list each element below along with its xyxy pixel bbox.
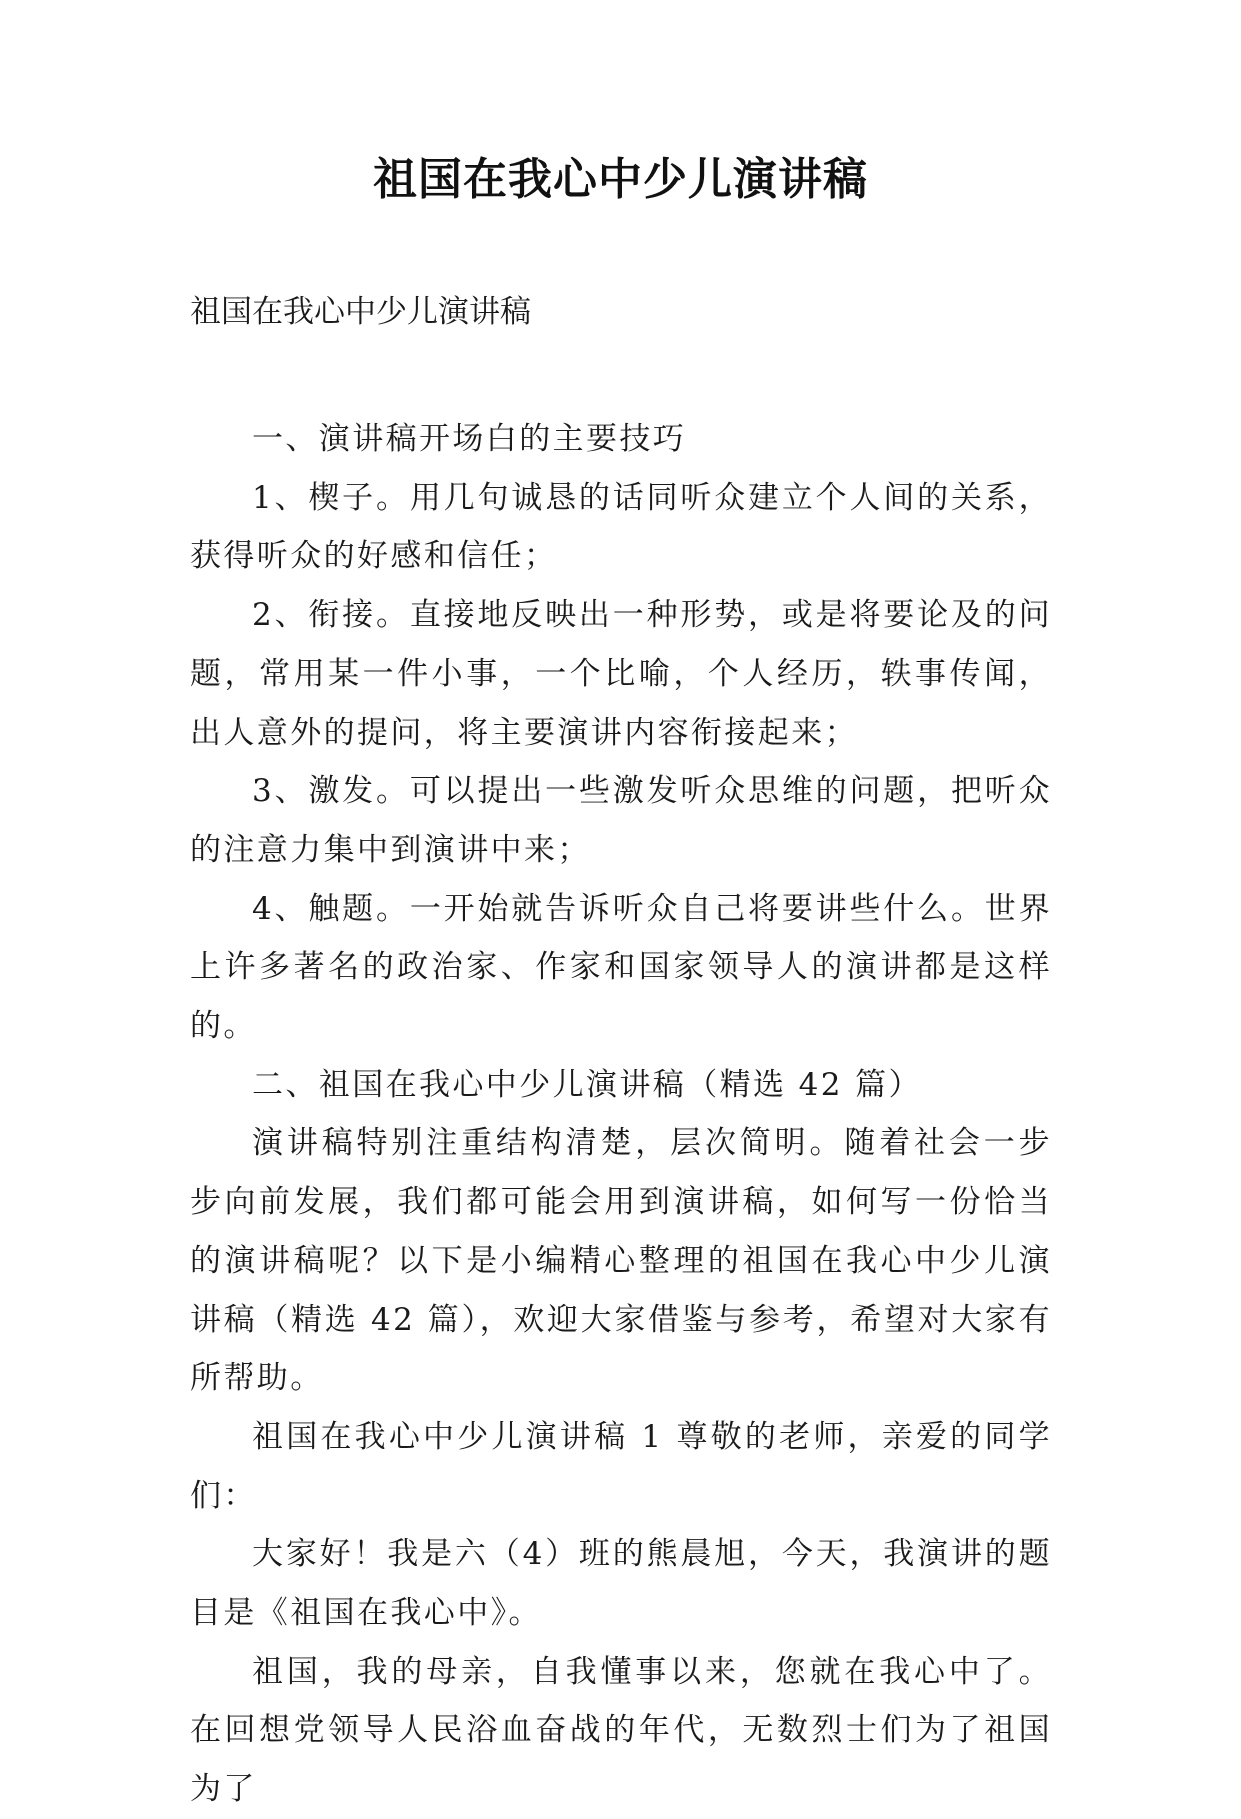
paragraph-intro: 演讲稿特别注重结构清楚，层次简明。随着社会一步步向前发展，我们都可能会用到演讲稿，如何写一份恰当的演讲稿呢？以下是小编精心整理的祖国在我心中少儿演讲稿（精选 42 篇），欢迎大家借鉴与参考，希望对大家有所帮助。	[190, 1125, 1052, 1397]
paragraph-technique-1: 1、楔子。用几句诚恳的话同听众建立个人间的关系，获得听众的好感和信任；	[190, 479, 1052, 575]
paragraph-technique-3: 3、激发。可以提出一些激发听众思维的问题，把听众的注意力集中到演讲中来；	[190, 773, 1052, 868]
paragraph-technique-4: 4、触题。一开始就告诉听众自己将要讲些什么。世界上许多著名的政治家、作家和国家领导人的演讲都是这样的。	[190, 890, 1052, 1045]
document-subtitle: 祖国在我心中少儿演讲稿	[190, 294, 531, 330]
paragraph-speech-body: 祖国，我的母亲，自我懂事以来，您就在我心中了。在回想党领导人民浴血奋战的年代，无数烈士们为了祖国为了	[190, 1653, 1052, 1808]
paragraph-speech-1-heading: 祖国在我心中少儿演讲稿 1 尊敬的老师，亲爱的同学们：	[190, 1418, 1052, 1514]
paragraph-section-two-heading: 二、祖国在我心中少儿演讲稿（精选 42 篇）	[252, 1066, 922, 1103]
document-body	[190, 410, 1052, 1819]
paragraph-technique-2: 2、衔接。直接地反映出一种形势，或是将要论及的问题，常用某一件小事，一个比喻，个人经历，轶事传闻，出人意外的提问，将主要演讲内容衔接起来；	[190, 597, 1052, 751]
paragraph-section-one-heading: 一、演讲稿开场白的主要技巧	[252, 421, 687, 457]
paragraph-greeting: 大家好！我是六（4）班的熊晨旭，今天，我演讲的题目是《祖国在我心中》。	[190, 1536, 1052, 1632]
document-title: 祖国在我心中少儿演讲稿	[373, 154, 868, 205]
